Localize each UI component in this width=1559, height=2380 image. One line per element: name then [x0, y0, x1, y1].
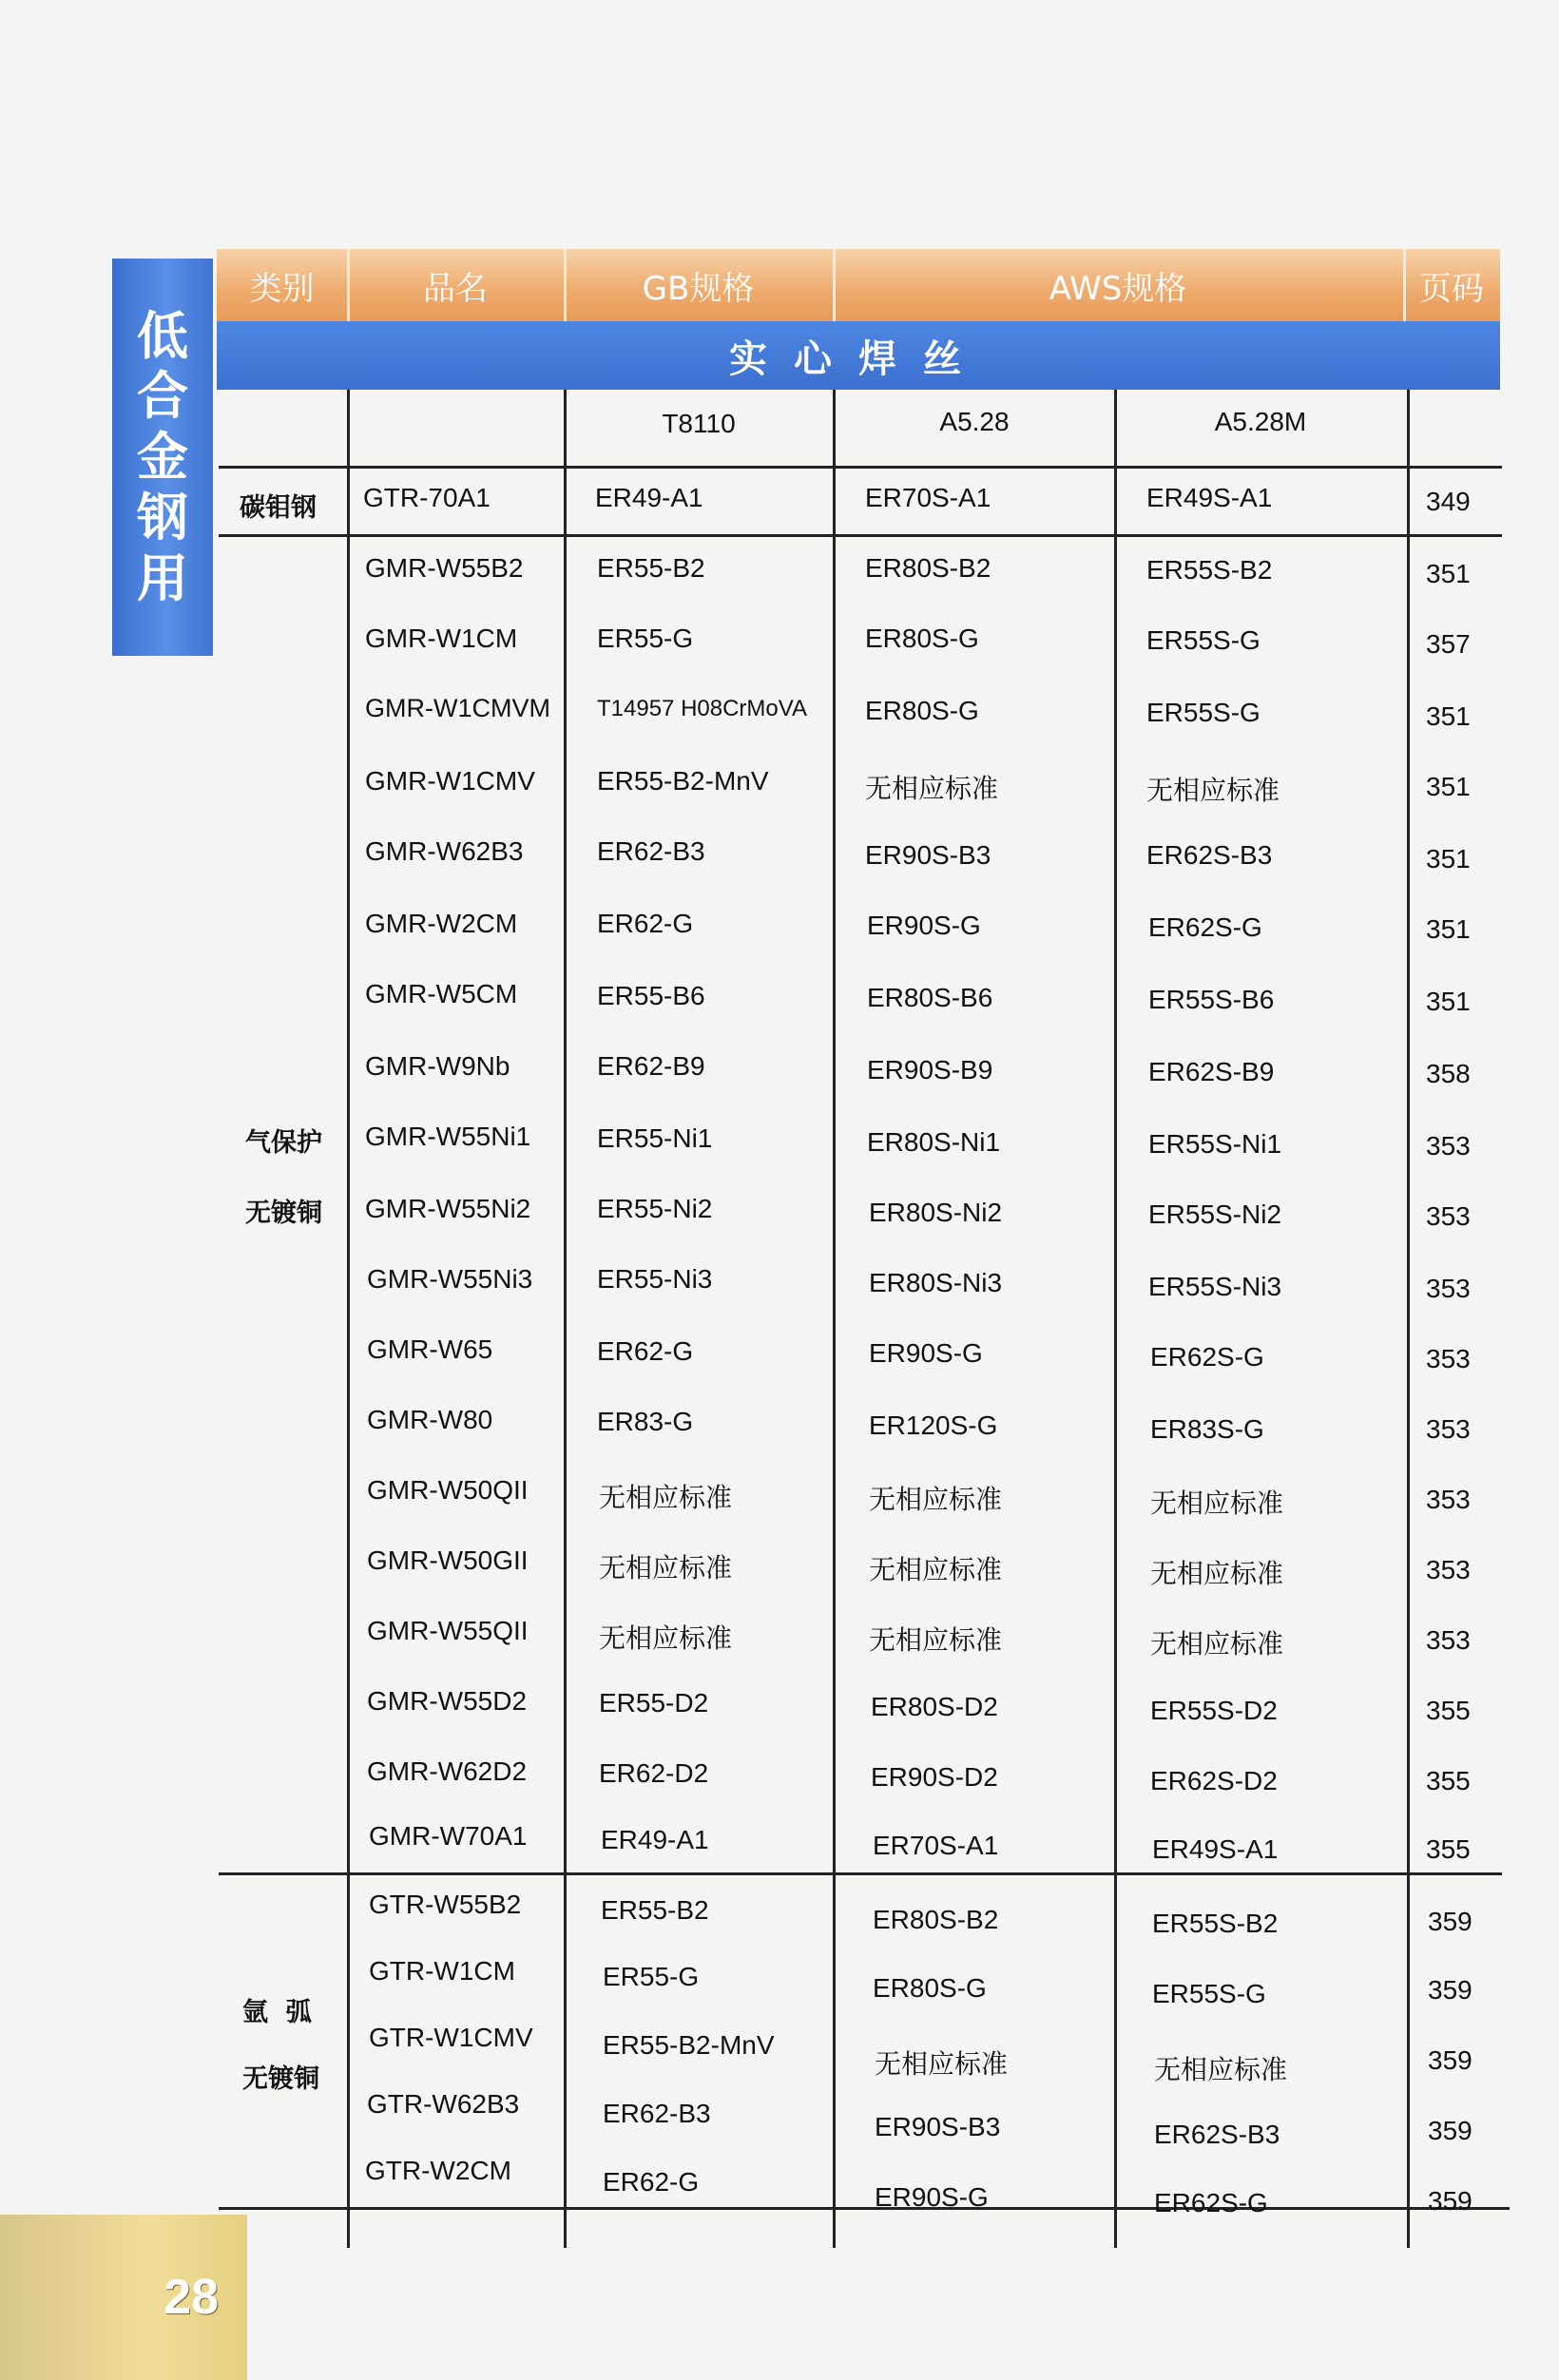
- row-divider: [219, 466, 1502, 469]
- cell-page: 353: [1426, 1274, 1471, 1303]
- cell-aws: ER120S-G: [869, 1411, 998, 1440]
- cell-awsm: ER62S-G: [1150, 1342, 1264, 1372]
- cell-awsm: ER62S-B9: [1148, 1057, 1275, 1086]
- cell-name: GTR-W55B2: [369, 1890, 522, 1919]
- cell-page: 353: [1426, 1555, 1471, 1584]
- cell-awsm: ER49S-A1: [1146, 483, 1273, 512]
- cell-gb: ER55-G: [603, 1962, 700, 1991]
- cell-name: GMR-W50QII: [367, 1475, 529, 1505]
- cell-gb: ER83-G: [597, 1407, 694, 1436]
- cell-page: 353: [1426, 1201, 1471, 1231]
- cell-awsm: ER55S-D2: [1150, 1696, 1278, 1725]
- cell-awsm: ER83S-G: [1150, 1414, 1264, 1444]
- cell-page: 355: [1426, 1766, 1471, 1795]
- cell-awsm: ER62S-G: [1154, 2188, 1268, 2217]
- cell-page: 353: [1426, 1131, 1471, 1161]
- cell-name: GMR-W55D2: [367, 1686, 528, 1716]
- cell-page: 359: [1428, 2116, 1472, 2145]
- cell-aws: 无相应标准: [869, 1554, 1003, 1585]
- cell-aws: ER90S-G: [869, 1338, 983, 1368]
- side-tab-char: 低: [137, 305, 188, 366]
- column-divider: [833, 390, 836, 2248]
- cell-page: 351: [1426, 987, 1471, 1016]
- column-divider: [347, 390, 350, 2248]
- cell-gb: ER55-B2-MnV: [603, 2030, 775, 2060]
- cell-aws: ER70S-A1: [873, 1831, 999, 1860]
- category-tig: 氩 弧: [242, 1998, 312, 2027]
- side-tab-char: 合: [137, 366, 188, 427]
- cell-name: GMR-W55Ni2: [365, 1194, 531, 1223]
- header-gb: GB规格: [564, 249, 836, 321]
- subheader-awsm: A5.28M: [1214, 407, 1307, 436]
- cell-gb: T14957 H08CrMoVA: [597, 696, 807, 721]
- cell-awsm: ER55S-B2: [1146, 555, 1273, 585]
- cell-page: 353: [1426, 1344, 1471, 1373]
- cell-name: GMR-W1CM: [365, 624, 518, 653]
- cell-awsm: ER62S-B3: [1146, 840, 1273, 870]
- cell-awsm: 无相应标准: [1150, 1558, 1284, 1589]
- side-tab-char: 用: [137, 547, 188, 608]
- cell-gb: ER55-D2: [599, 1688, 709, 1718]
- cell-awsm: 无相应标准: [1150, 1628, 1284, 1660]
- cell-aws: ER90S-B3: [865, 840, 991, 870]
- cell-gb: ER62-G: [597, 909, 694, 938]
- cell-gb: ER55-Ni1: [597, 1123, 713, 1153]
- cell-awsm: ER55S-B6: [1148, 985, 1275, 1014]
- cell-gb: ER55-Ni2: [597, 1194, 713, 1223]
- column-divider: [1407, 390, 1410, 2248]
- column-divider: [564, 390, 567, 2248]
- cell-name: GMR-W1CMVM: [365, 694, 550, 722]
- cell-gb: ER62-G: [597, 1336, 694, 1366]
- cell-page: 355: [1426, 1696, 1471, 1725]
- cell-awsm: ER55S-Ni1: [1148, 1129, 1282, 1159]
- cell-awsm: ER49S-A1: [1152, 1834, 1279, 1864]
- cell-aws: 无相应标准: [875, 2048, 1009, 2080]
- cell-awsm: ER62S-B3: [1154, 2120, 1280, 2149]
- category-gas-shield: 气保护: [245, 1128, 322, 1158]
- cell-aws: ER80S-B2: [865, 553, 991, 583]
- cell-aws: ER80S-Ni1: [867, 1127, 1001, 1157]
- header-category: 类别: [217, 249, 350, 321]
- cell-gb: 无相应标准: [599, 1482, 733, 1513]
- cell-aws: ER90S-G: [867, 911, 981, 940]
- header-page: 页码: [1419, 269, 1484, 308]
- cell-aws: 无相应标准: [869, 1624, 1003, 1656]
- cell-name: GMR-W5CM: [365, 979, 518, 1008]
- cell-aws: ER90S-D2: [871, 1762, 998, 1792]
- category-carbon-moly: 碳钼钢: [240, 493, 317, 523]
- side-section-tab: [112, 259, 213, 656]
- section-title: 实心焊丝: [217, 321, 1500, 390]
- cell-gb: 无相应标准: [599, 1622, 733, 1654]
- cell-name: GMR-W2CM: [365, 909, 518, 938]
- cell-awsm: ER55S-Ni2: [1148, 1200, 1282, 1229]
- cell-page: 353: [1426, 1625, 1471, 1655]
- cell-aws: 无相应标准: [869, 1484, 1003, 1515]
- cell-aws: ER80S-G: [873, 1973, 987, 2003]
- cell-name: GTR-W62B3: [367, 2089, 520, 2119]
- cell-name: GMR-W62B3: [365, 836, 524, 866]
- cell-aws: ER90S-G: [875, 2182, 989, 2212]
- cell-awsm: ER55S-Ni3: [1148, 1272, 1282, 1301]
- cell-page: 349: [1426, 487, 1471, 516]
- cell-awsm: ER55S-G: [1152, 1979, 1266, 2008]
- cell-name: GMR-W1CMV: [365, 766, 535, 796]
- subheader-aws: A5.28: [939, 407, 1010, 436]
- cell-awsm: ER55S-G: [1146, 698, 1261, 727]
- cell-gb: ER55-B2-MnV: [597, 766, 769, 796]
- cell-gb: ER62-B3: [603, 2099, 711, 2128]
- row-divider: [219, 2207, 1510, 2210]
- subheader-gb: T8110: [662, 409, 736, 438]
- cell-name: GMR-W80: [367, 1405, 493, 1434]
- cell-gb: ER62-G: [603, 2167, 700, 2197]
- cell-aws: ER80S-Ni3: [869, 1268, 1003, 1297]
- cell-aws: ER90S-B3: [875, 2112, 1001, 2141]
- cell-awsm: ER62S-G: [1148, 912, 1262, 942]
- cell-awsm: 无相应标准: [1146, 775, 1280, 806]
- cell-aws: ER80S-G: [865, 624, 979, 653]
- cell-awsm: 无相应标准: [1154, 2054, 1288, 2085]
- cell-page: 353: [1426, 1414, 1471, 1444]
- cell-page: 351: [1426, 772, 1471, 801]
- cell-page: 351: [1426, 844, 1471, 873]
- cell-page: 351: [1426, 914, 1471, 944]
- cell-gb: ER55-B2: [597, 553, 705, 583]
- cell-aws: ER80S-B2: [873, 1905, 999, 1934]
- cell-aws: ER70S-A1: [865, 483, 991, 512]
- cell-page: 359: [1428, 2045, 1472, 2075]
- cell-page: 359: [1428, 2186, 1472, 2216]
- cell-awsm: ER55S-B2: [1152, 1909, 1279, 1938]
- cell-name: GMR-W55Ni3: [367, 1264, 533, 1294]
- cell-name: GMR-W50GII: [367, 1545, 529, 1575]
- cell-name: GMR-W55QII: [367, 1616, 529, 1645]
- cell-name: GTR-W1CM: [369, 1956, 515, 1986]
- category-tig: 无镀铜: [242, 2064, 319, 2094]
- cell-aws: ER90S-B9: [867, 1055, 993, 1084]
- cell-page: 359: [1428, 1975, 1472, 2005]
- cell-name: GTR-70A1: [363, 483, 491, 512]
- cell-gb: ER55-G: [597, 624, 694, 653]
- cell-aws: ER80S-G: [865, 696, 979, 725]
- cell-gb: ER49-A1: [595, 483, 703, 512]
- cell-page: 351: [1426, 559, 1471, 588]
- cell-awsm: ER55S-G: [1146, 625, 1261, 655]
- category-gas-shield: 无镀铜: [245, 1199, 322, 1228]
- cell-gb: ER62-B9: [597, 1051, 705, 1081]
- cell-gb: ER55-Ni3: [597, 1264, 713, 1294]
- side-tab-char: 钢: [137, 487, 188, 547]
- cell-aws: ER80S-Ni2: [869, 1198, 1003, 1227]
- page-number: 28: [0, 2215, 247, 2380]
- cell-gb: ER62-D2: [599, 1758, 709, 1788]
- cell-gb: ER55-B2: [601, 1895, 709, 1925]
- cell-awsm: 无相应标准: [1150, 1488, 1284, 1519]
- cell-name: GMR-W62D2: [367, 1756, 528, 1786]
- cell-page: 351: [1426, 701, 1471, 731]
- cell-gb: ER55-B6: [597, 981, 705, 1010]
- cell-gb: ER62-B3: [597, 836, 705, 866]
- cell-name: GMR-W65: [367, 1334, 493, 1364]
- row-divider: [219, 1872, 1502, 1875]
- cell-page: 353: [1426, 1485, 1471, 1514]
- cell-gb: 无相应标准: [599, 1552, 733, 1583]
- cell-page: 358: [1426, 1059, 1471, 1088]
- cell-name: GTR-W1CMV: [369, 2023, 533, 2052]
- cell-aws: ER80S-D2: [871, 1692, 998, 1721]
- row-divider: [219, 534, 1502, 537]
- cell-name: GTR-W2CM: [365, 2156, 511, 2185]
- cell-aws: ER80S-B6: [867, 983, 993, 1012]
- cell-name: GMR-W9Nb: [365, 1051, 510, 1081]
- cell-name: GMR-W55B2: [365, 553, 524, 583]
- cell-page: 355: [1426, 1834, 1471, 1864]
- cell-name: GMR-W70A1: [369, 1821, 528, 1851]
- column-divider: [1114, 390, 1117, 2248]
- side-tab-char: 金: [137, 427, 188, 488]
- cell-awsm: ER62S-D2: [1150, 1766, 1278, 1795]
- cell-page: 359: [1428, 1907, 1472, 1936]
- cell-name: GMR-W55Ni1: [365, 1122, 531, 1151]
- cell-gb: ER49-A1: [601, 1825, 709, 1854]
- header-product: 品名: [347, 249, 567, 321]
- header-aws: AWS规格: [833, 249, 1406, 321]
- cell-page: 357: [1426, 629, 1471, 659]
- cell-aws: 无相应标准: [865, 773, 999, 804]
